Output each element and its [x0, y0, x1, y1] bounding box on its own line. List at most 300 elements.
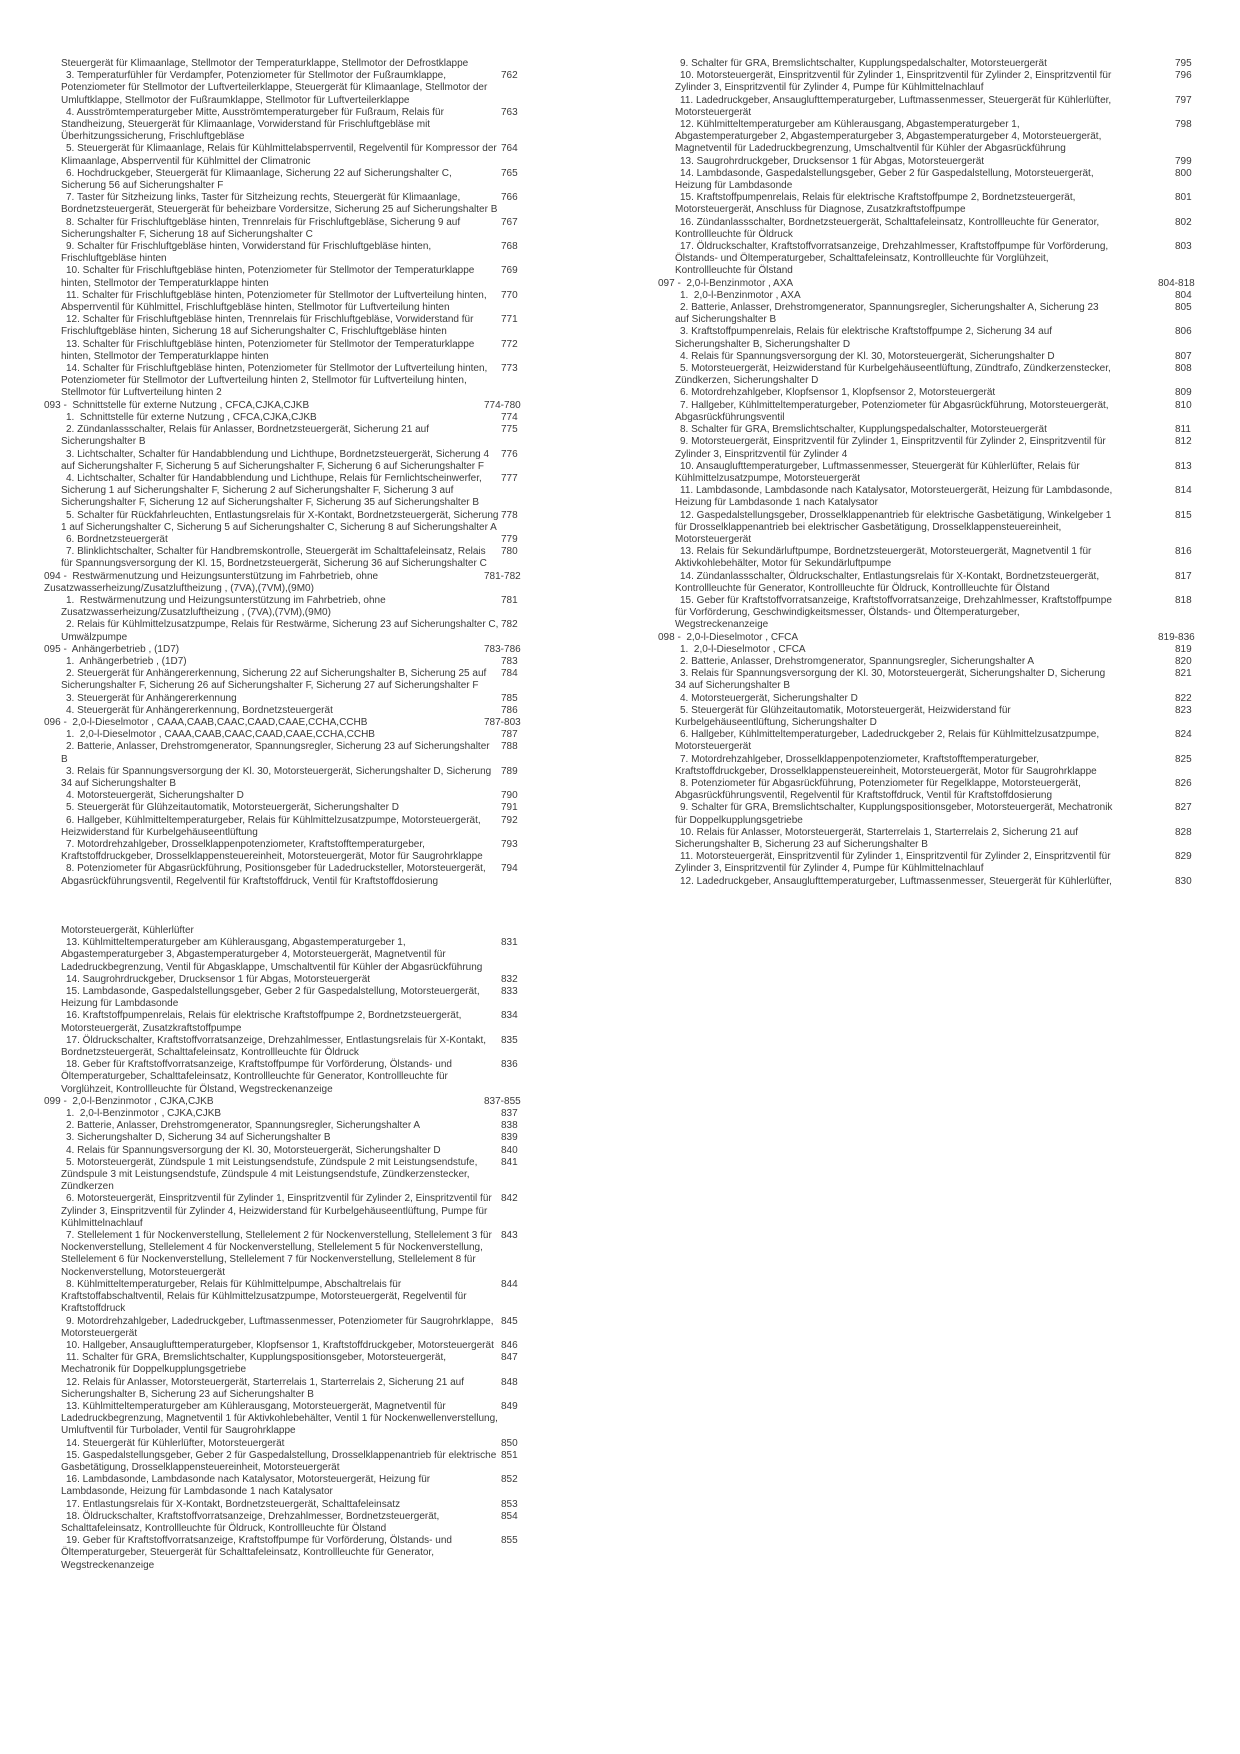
toc-entry-row: [658, 729, 1223, 753]
entry-text: 6. Hochdruckgeber, Steuergerät für Klimaanlage, Sicherung 22 auf Sicherungshalter C, Sicherung 56 auf Sicherungshalter F: [61, 167, 455, 192]
entry-text: 3. Sicherungshalter D, Sicherung 34 auf Sicherungshalter B: [66, 1132, 331, 1144]
entry-text: 3. Lichtschalter, Schalter für Handabblendung und Lichthupe, Bordnetzsteuergerät, Sicherung 4 auf Sicherungshalter F, Sicherung 5 auf Sicherungshalter F, Sicherung 6 auf Sicherungshalter F: [61, 448, 492, 472]
toc-entry-row: [44, 986, 549, 1010]
page-number: 817: [1175, 570, 1192, 582]
entry-text: 14. Zündanlassschalter, Öldruckschalter, Entlastungsrelais für X-Kontakt, Bordnetzsteuergerät, Kontrollleuchte für Generator, Kontrollleuchte für Öldruck, Kontrollleuchte für Ölstand: [675, 570, 1102, 594]
page-number: 833: [501, 986, 518, 998]
page-number: 819: [1175, 643, 1192, 655]
page-number: 774: [501, 411, 518, 423]
toc-entry-row: [44, 192, 549, 216]
entry-text: 1. 2,0-l-Benzinmotor , AXA: [680, 289, 801, 301]
page-number: 823: [1175, 704, 1192, 716]
entry-text: 8. Schalter für Frischluftgebläse hinten, Trennrelais für Frischluftgebläse, Sicherung 9 auf Sicherungshalter F, Sicherung 18 auf Sicherungshalter C: [61, 216, 463, 240]
entry-text: 6. Motorsteuergerät, Einspritzventil für Zylinder 1, Einspritzventil für Zylinder 2, Einspritzventil für Zylinder 3, Einspritzventil für Zylinder 4, Heizwiderstand für Kurbelgehäuseentlüftung, Pumpe für Kühlmittelnachlauf: [61, 1193, 495, 1229]
entry-text: 17. Entlastungsrelais für X-Kontakt, Bordnetzsteuergerät, Schalttafeleinsatz: [66, 1498, 401, 1510]
entry-text: 13. Schalter für Frischluftgebläse hinten, Potenziometer für Stellmotor der Temperaturklappe hinten, Stellmotor der Temperaturklappe hinten: [61, 338, 478, 362]
page-number: 791: [501, 802, 518, 814]
page-number: 772: [501, 338, 518, 350]
entry-text: 2. Relais für Kühlmittelzusatzpumpe, Relais für Restwärme, Sicherung 23 auf Sicherungshalter C, Umwälzpumpe: [61, 619, 502, 643]
toc-entry-row: [44, 424, 549, 448]
toc-entry-row: [658, 290, 1223, 302]
toc-entry-row: [44, 314, 549, 338]
entry-text: 8. Potenziometer für Abgasrückführung, Positionsgeber für Ladedrucksteller, Motorsteuergerät, Abgasrückführungsventil, Regelventil für Kraftstoffdruck, Ventil für Kraftstoffdosierung: [61, 863, 488, 887]
page-number: 771: [501, 314, 518, 326]
toc-entry-row: [658, 461, 1223, 485]
page-number: 815: [1175, 509, 1192, 521]
entry-text: 8. Potenziometer für Abgasrückführung, Potenziometer für Regelklappe, Motorsteuergerät, Abgasrückführungsventil, Regelventil für Kraftstoffdruck, Ventil für Kraftstoffdosierung: [675, 777, 1084, 802]
page-number: 832: [501, 973, 518, 985]
page-number: 822: [1175, 692, 1192, 704]
toc-entry-row: [44, 217, 549, 241]
page-number: 781-782: [484, 570, 521, 582]
entry-text: 1. 2,0-l-Benzinmotor , CJKA,CJKB: [66, 1108, 222, 1120]
page-number: 828: [1175, 826, 1192, 838]
page-number: 799: [1175, 155, 1192, 167]
toc-entry-row: [44, 1279, 549, 1316]
toc-entry-row: [44, 790, 549, 802]
entry-text: 18. Öldruckschalter, Kraftstoffvorratsanzeige, Drehzahlmesser, Bordnetzsteuergerät, Schalttafeleinsatz, Kontrollleuchte für Öldruck, Kontrollleuchte für Ölstand: [61, 1510, 443, 1534]
toc-entry-row: [658, 400, 1223, 424]
page-number: 776: [501, 448, 518, 460]
entry-text: 2. Batterie, Anlasser, Drehstromgenerator, Spannungsregler, Sicherungshalter A: [680, 655, 1035, 667]
toc-column-continuation: [44, 925, 549, 1572]
page-number: 848: [501, 1376, 518, 1388]
toc-entry-row: [658, 485, 1223, 509]
entry-text: 3. Temperaturfühler für Verdampfer, Potenziometer für Stellmotor der Fußraumklappe, Potenziometer für Stellmotor der Luftverteilerklappe, Steuergerät für Klimaanlage, Stellmotor der Umluftklappe, Stellmotor der Fußraumklappe, Stellmotor für Luftverteilerklappe: [61, 70, 491, 106]
entry-text: 3. Kraftstoffpumpenrelais, Relais für elektrische Kraftstoffpumpe 2, Sicherung 34 auf Sicherungshalter B, Sicherungshalter D: [675, 326, 1055, 350]
toc-entry-row: [44, 412, 549, 424]
page-number: 785: [501, 692, 518, 704]
toc-entry-row: [44, 1401, 549, 1438]
entry-text: 10. Ansauglufttemperaturgeber, Luftmassenmesser, Steuergerät für Kühlerlüfter, Relais für Kühlmittelzusatzpumpe, Motorsteuergerät: [675, 460, 1083, 484]
page-number: 778: [501, 509, 518, 521]
entry-text: 7. Motordrehzahlgeber, Drosselklappenpotenziometer, Kraftstofftemperaturgeber, Kraftstoffdruckgeber, Drosselklappensteuereinheit, Motorsteuergerät, Motor für Saugrohrklappe: [61, 839, 483, 863]
toc-entry-row: [44, 546, 549, 570]
entry-text: 7. Taster für Sitzheizung links, Taster für Sitzheizung rechts, Steuergerät für Klimaanlage, Bordnetzsteuergerät, Steuergerät für beheizbare Vordersitze, Sicherung 25 auf Sicherungshalter B: [61, 192, 498, 216]
section-title: 097 - 2,0-l-Benzinmotor , AXA: [658, 277, 794, 289]
toc-entry-row: [658, 119, 1223, 156]
toc-entry-row: [44, 241, 549, 265]
entry-text: 12. Relais für Anlasser, Motorsteuergerät, Starterrelais 1, Starterrelais 2, Sicherung 21 auf Sicherungshalter B, Sicherung 23 auf Sicherungshalter B: [61, 1376, 467, 1400]
page-number: 849: [501, 1400, 518, 1412]
entry-text: 2. Batterie, Anlasser, Drehstromgenerator, Spannungsregler, Sicherung 23 auf Sicherungshalter B: [61, 741, 493, 765]
page-number: 814: [1175, 485, 1192, 497]
toc-section-row: [44, 644, 549, 656]
toc-entry-row: [658, 436, 1223, 460]
page-number: 835: [501, 1034, 518, 1046]
entry-text: 5. Motorsteuergerät, Heizwiderstand für Kurbelgehäuseentlüftung, Zündtrafo, Zündkerzenstecker, Zündkerzen, Sicherungshalter D: [675, 363, 1114, 387]
entry-text: 15. Lambdasonde, Gaspedalstellungsgeber, Geber 2 für Gaspedalstellung, Motorsteuergerät, Heizung für Lambdasonde: [61, 986, 483, 1010]
toc-entry-row: [44, 1145, 549, 1157]
toc-entry-row: [658, 95, 1223, 119]
entry-text: 4. Steuergerät für Anhängererkennung, Bordnetzsteuergerät: [66, 704, 333, 716]
toc-entry-row: [658, 778, 1223, 802]
entry-text: 13. Relais für Sekundärluftpumpe, Bordnetzsteuergerät, Motorsteuergerät, Magnetventil 1 für Aktivkohlebehälter, Motor für Sekundärluftpumpe: [675, 546, 1094, 570]
page-number: 770: [501, 289, 518, 301]
toc-entry-row: [44, 265, 549, 289]
page-number: 853: [501, 1498, 518, 1510]
page-number: 837-855: [484, 1095, 521, 1107]
page-number: 780: [501, 546, 518, 558]
toc-entry-row: [44, 1035, 549, 1059]
page-number: 794: [501, 863, 518, 875]
page-number: 842: [501, 1193, 518, 1205]
page-number: 829: [1175, 851, 1192, 863]
page-number: 809: [1175, 387, 1192, 399]
page-number: 805: [1175, 302, 1192, 314]
toc-entry-row: [658, 351, 1223, 363]
page-number: 818: [1175, 594, 1192, 606]
toc-section-row: [44, 1096, 549, 1108]
toc-entry-row: [658, 424, 1223, 436]
entry-text: 11. Motorsteuergerät, Einspritzventil für Zylinder 1, Einspritzventil für Zylinder 2, Einspritzventil für Zylinder 3, Einspritzventil für Zylinder 4, Pumpe für Kühlmittelnachlauf: [675, 851, 1114, 875]
entry-text: 16. Zündanlassschalter, Bordnetzsteuergerät, Schalttafeleinsatz, Kontrollleuchte für Generator, Kontrollleuchte für Öldruck: [675, 216, 1102, 240]
entry-text: 7. Hallgeber, Kühlmitteltemperaturgeber, Potenziometer für Abgasrückführung, Motorsteuergerät, Abgasrückführungsventil: [675, 399, 1111, 423]
toc-entry-row: [658, 326, 1223, 350]
entry-text: 14. Schalter für Frischluftgebläse hinten, Potenziometer für Stellmotor der Luftverteilung hinten, Potenziometer für Stellmotor der Luftverteilung hinten 2, Stellmotor für Luftverteilung hinten, Stellmotor für Luftverteilung hinten 2: [61, 363, 491, 399]
entry-text: 14. Steuergerät für Kühlerlüfter, Motorsteuergerät: [66, 1437, 285, 1449]
page-number: 839: [501, 1132, 518, 1144]
toc-entry-row: [44, 815, 549, 839]
page-number: 830: [1175, 875, 1192, 887]
entry-text: 7. Blinklichtschalter, Schalter für Handbremskontrolle, Steuergerät im Schalttafeleinsatz, Relais für Spannungsversorgung der Kl. 15, Bordnetzsteuergerät, Sicherung 36 auf Sicherungshalter C: [61, 546, 489, 570]
entry-text: 15. Kraftstoffpumpenrelais, Relais für elektrische Kraftstoffpumpe 2, Bordnetzsteuergerät, Motorsteuergerät, Anschluss für Diagnose, Zusatzkraftstoffpumpe: [675, 192, 1079, 216]
entry-text: 4. Motorsteuergerät, Sicherungshalter D: [66, 790, 244, 802]
toc-entry-row: [44, 143, 549, 167]
page-number: 801: [1175, 192, 1192, 204]
toc-entry-row: [44, 1316, 549, 1340]
entry-text: 11. Schalter für Frischluftgebläse hinten, Potenziometer für Stellmotor der Luftverteilung hinten, Absperrventil für Kühlmittel, Frischluftgebläse hinten, Stellmotor für Luftverteilung hinten: [61, 289, 489, 314]
toc-entry-row: [658, 156, 1223, 168]
toc-entry-row: [44, 70, 549, 107]
toc-section-row: [44, 571, 549, 595]
toc-entry-row: [44, 449, 549, 473]
page-number: 811: [1175, 424, 1191, 436]
page-number: 827: [1175, 802, 1192, 814]
page-number: 806: [1175, 326, 1192, 338]
entry-text: 14. Saugrohrdruckgeber, Drucksensor 1 für Abgas, Motorsteuergerät: [66, 973, 371, 985]
entry-text: 4. Relais für Spannungsversorgung der Kl. 30, Motorsteuergerät, Sicherungshalter D: [680, 350, 1055, 362]
entry-text: 2. Steuergerät für Anhängererkennung, Sicherung 22 auf Sicherungshalter B, Sicherung 25 auf Sicherungshalter F, Sicherung 26 auf Sicherungshalter F, Sicherung 27 auf Sicherungshalter F: [61, 668, 490, 692]
entry-text: 13. Kühlmitteltemperaturgeber am Kühlerausgang, Motorsteuergerät, Magnetventil für Ladedruckbegrenzung, Magnetventil 1 für Aktivkohlebehälter, Ventil 1 für Nockenwellenverstellung, Umluftventil für Turbolader, Ventil für Saugrohrklappe: [61, 1400, 501, 1437]
entry-text: 7. Motordrehzahlgeber, Drosselklappenpotenziometer, Kraftstofftemperaturgeber, Kraftstoffdruckgeber, Drosselklappensteuereinheit, Motorsteuergerät, Motor für Saugrohrklappe: [675, 753, 1097, 777]
page-number: 855: [501, 1535, 518, 1547]
page-number: 777: [501, 472, 518, 484]
page-number: 837: [501, 1108, 518, 1120]
toc-entry-row: [44, 729, 549, 741]
toc-entry-row: [44, 741, 549, 765]
entry-text: 13. Saugrohrdruckgeber, Drucksensor 1 für Abgas, Motorsteuergerät: [680, 155, 985, 167]
toc-entry-row: [44, 668, 549, 692]
toc-entry-row: [44, 363, 549, 400]
page-number: 803: [1175, 241, 1192, 253]
entry-text: 7. Stellelement 1 für Nockenverstellung, Stellelement 2 für Nockenverstellung, Stellelement 3 für Nockenverstellung, Stellelement 4 für Nockenverstellung, Stellelement 5 für Nockenverstellung, Stellelement 6 für Nockenverstellung, Stellelement 7 für Nockenverstellung, Stellelement 8 für Nockenverstellung, Motorsteuergerät: [61, 1230, 495, 1278]
entry-text: 4. Relais für Spannungsversorgung der Kl. 30, Motorsteuergerät, Sicherungshalter D: [66, 1144, 441, 1156]
toc-entry-row: [658, 876, 1223, 888]
page-number: 781: [501, 594, 518, 606]
entry-text: 12. Schalter für Frischluftgebläse hinten, Trennrelais für Frischluftgebläse, Vorwiderstand für Frischluftgebläse hinten, Sicherung 18 auf Sicherungshalter C, Frischluftgebläse hinten: [61, 314, 477, 338]
page-number: 798: [1175, 119, 1192, 131]
entry-text: 8. Kühlmitteltemperaturgeber, Relais für Kühlmittelpumpe, Abschaltrelais für Kraftstoffabschaltventil, Relais für Kühlmittelzusatzpumpe, Motorsteuergerät, Regelventil für Kraftstoffdruck: [61, 1278, 470, 1315]
page-number: 819-836: [1158, 631, 1195, 643]
entry-text: 19. Geber für Kraftstoffvorratsanzeige, Kraftstoffpumpe für Vorförderung, Ölstands- und Öltemperaturgeber, Steuergerät für Schalttafeleinsatz, Kontrollleuchte für Generator, Wegstreckenanzeige: [61, 1535, 455, 1571]
toc-entry-row: [44, 1132, 549, 1144]
toc-entry-row: [658, 302, 1223, 326]
toc-entry-row: [44, 1511, 549, 1535]
toc-entry-row: [658, 802, 1223, 826]
page-number: 790: [501, 790, 518, 802]
entry-text: 9. Schalter für GRA, Bremslichtschalter, Kupplungspedalschalter, Motorsteuergerät: [680, 58, 1047, 69]
toc-entry-row: [658, 693, 1223, 705]
toc-section-row: [44, 717, 549, 729]
toc-entry-row: [44, 839, 549, 863]
entry-text: 9. Motorsteuergerät, Einspritzventil für Zylinder 1, Einspritzventil für Zylinder 2, Einspritzventil für Zylinder 3, Einspritzventil für Zylinder 4: [675, 436, 1109, 460]
toc-entry-row: [44, 1352, 549, 1376]
toc-entry-row: [44, 1340, 549, 1352]
page-number: 775: [501, 424, 518, 436]
toc-entry-row: [44, 1010, 549, 1034]
entry-text: 11. Ladedruckgeber, Ansauglufttemperaturgeber, Luftmassenmesser, Steuergerät für Kühlerlüfter, Motorsteuergerät: [675, 94, 1114, 118]
toc-entry-row: [658, 168, 1223, 192]
toc-entry-row: [658, 217, 1223, 241]
toc-entry-row: [44, 1108, 549, 1120]
entry-text: 9. Schalter für GRA, Bremslichtschalter, Kupplungspositionsgeber, Motorsteuergerät, Mechatronik für Doppelkupplungsgetriebe: [675, 802, 1116, 826]
entry-text: 11. Schalter für GRA, Bremslichtschalter, Kupplungspositionsgeber, Motorsteuergerät, Mechatronik für Doppelkupplungsgetriebe: [61, 1352, 449, 1376]
page-number: 804-818: [1158, 277, 1195, 289]
page-number: 854: [501, 1510, 518, 1522]
toc-continuation-row: [44, 925, 549, 937]
entry-text: 5. Schalter für Rückfahrleuchten, Entlastungsrelais für X-Kontakt, Bordnetzsteuergerät, Sicherung 1 auf Sicherungshalter C, Sicherung 5 auf Sicherungshalter C, Sicherung 8 auf Sicherungshalter A: [61, 509, 502, 533]
entry-text: 10. Relais für Anlasser, Motorsteuergerät, Starterrelais 1, Starterrelais 2, Sicherung 21 auf Sicherungshalter B, Sicherung 23 auf Sicherungshalter B: [675, 826, 1081, 850]
entry-text: 3. Relais für Spannungsversorgung der Kl. 30, Motorsteuergerät, Sicherungshalter D, Sicherung 34 auf Sicherungshalter B: [61, 765, 495, 789]
entry-text: 10. Hallgeber, Ansauglufttemperaturgeber, Klopfsensor 1, Kraftstoffdruckgeber, Motorsteuergerät: [66, 1339, 494, 1351]
page-number: 852: [501, 1474, 518, 1486]
entry-text: 5. Steuergerät für Glühzeitautomatik, Motorsteuergerät, Heizwiderstand für Kurbelgehäuseentlüftung, Sicherungshalter D: [675, 704, 1014, 728]
page-number: 838: [501, 1120, 518, 1132]
toc-entry-row: [658, 546, 1223, 570]
toc-entry-row: [658, 595, 1223, 632]
entry-text: 5. Motorsteuergerät, Zündspule 1 mit Leistungsendstufe, Zündspule 2 mit Leistungsendstufe, Zündspule 3 mit Leistungsendstufe, Zündspule 4 mit Leistungsendstufe, Zündkerzenstecker, Zündkerzen: [61, 1156, 481, 1193]
toc-entry-row: [658, 668, 1223, 692]
toc-entry-row: [658, 851, 1223, 875]
entry-text: 3. Relais für Spannungsversorgung der Kl. 30, Motorsteuergerät, Sicherungshalter D, Sicherung 34 auf Sicherungshalter B: [675, 668, 1109, 692]
entry-text: 5. Steuergerät für Glühzeitautomatik, Motorsteuergerät, Sicherungshalter D: [66, 802, 399, 814]
toc-entry-row: [658, 644, 1223, 656]
entry-text: 15. Gaspedalstellungsgeber, Geber 2 für Gaspedalstellung, Drosselklappenantrieb für elektrische Gasbetätigung, Drosselklappensteuereinheit, Motorsteuergerät: [61, 1449, 500, 1473]
page-number: 792: [501, 814, 518, 826]
entry-text: 1. Restwärmenutzung und Heizungsunterstützung im Fahrbetrieb, ohne Zusatzwasserheizung/Zusatzluftheizung , (7VA),(7VM),(9M0): [61, 594, 389, 619]
page-number: 782: [501, 619, 518, 631]
toc-entry-row: [658, 192, 1223, 216]
page-number: 813: [1175, 460, 1192, 472]
page-number: 779: [501, 533, 518, 545]
page-number: 767: [501, 216, 518, 228]
entry-text: 1. Anhängerbetrieb , (1D7): [66, 655, 187, 667]
entry-text: 11. Lambdasonde, Lambdasonde nach Katalysator, Motorsteuergerät, Heizung für Lambdasonde, Heizung für Lambdasonde 1 nach Katalysator: [675, 485, 1116, 509]
page-number: 807: [1175, 350, 1192, 362]
entry-text: 17. Öldruckschalter, Kraftstoffvorratsanzeige, Drehzahlmesser, Kraftstoffpumpe für Vorförderung, Ölstands- und Öltemperaturgeber, Schalttafeleinsatz, Kontrollleuchte für Vorglühzeit, Kontrollleuchte für Ölstand: [675, 241, 1111, 277]
entry-text: 6. Hallgeber, Kühlmitteltemperaturgeber, Ladedruckgeber 2, Relais für Kühlmittelzusatzpumpe, Motorsteuergerät: [675, 729, 1102, 753]
page-number: 800: [1175, 167, 1192, 179]
entry-text: 14. Lambdasonde, Gaspedalstellungsgeber, Geber 2 für Gaspedalstellung, Motorsteuergerät, Heizung für Lambdasonde: [675, 167, 1097, 192]
toc-continuation-row: [44, 58, 549, 70]
toc-entry-row: [658, 827, 1223, 851]
toc-entry-row: [658, 510, 1223, 547]
entry-text: 10. Motorsteuergerät, Einspritzventil für Zylinder 1, Einspritzventil für Zylinder 2, Einspritzventil für Zylinder 3, Einspritzventil für Zylinder 4, Pumpe für Kühlmittelnachlauf: [675, 70, 1115, 94]
toc-entry-row: [44, 510, 549, 534]
entry-text: 12. Gaspedalstellungsgeber, Drosselklappenantrieb für elektrische Gasbetätigung, Winkelgeber 1 für Drosselklappenantrieb bei elektrischer Gasbetätigung, Drosselklappensteuereinheit, Motorsteuergerät: [675, 509, 1115, 545]
toc-entry-row: [658, 387, 1223, 399]
entry-text: 17. Öldruckschalter, Kraftstoffvorratsanzeige, Drehzahlmesser, Entlastungsrelais für X-Kontakt, Bordnetzsteuergerät, Schalttafeleinsatz, Kontrollleuchte für Öldruck: [61, 1034, 489, 1059]
toc-section-row: [658, 278, 1223, 290]
toc-entry-row: [658, 241, 1223, 278]
section-title: 095 - Anhängerbetrieb , (1D7): [44, 643, 180, 655]
page-number: 789: [501, 765, 518, 777]
toc-entry-row: [44, 693, 549, 705]
page-number: 795: [1175, 58, 1192, 69]
entry-text: 9. Motordrehzahlgeber, Ladedruckgeber, Luftmassenmesser, Potenziometer für Saugrohrklappe, Motorsteuergerät: [61, 1315, 497, 1339]
page-number: 836: [501, 1059, 518, 1071]
toc-entry-row: [44, 766, 549, 790]
page-number: 768: [501, 241, 518, 253]
entry-text: 4. Ausströmtemperaturgeber Mitte, Ausströmtemperaturgeber für Fußraum, Relais für Standheizung, Steuergerät für Klimaanlage, Vorwiderstand für Frischluftgebläse mit Überhitzungssicherung, Frischluftgebläse: [61, 106, 447, 143]
page-number: 824: [1175, 729, 1192, 741]
page-number: 834: [501, 1010, 518, 1022]
page-number: 764: [501, 143, 518, 155]
entry-text: 1. Schnittstelle für externe Nutzung , CFCA,CJKA,CJKB: [66, 411, 317, 423]
page-number: 763: [501, 106, 518, 118]
toc-entry-row: [44, 974, 549, 986]
entry-text: 10. Schalter für Frischluftgebläse hinten, Potenziometer für Stellmotor der Temperaturklappe hinten, Stellmotor der Temperaturklappe hinten: [61, 265, 478, 289]
entry-text: 5. Steuergerät für Klimaanlage, Relais für Kühlmittelabsperrventil, Regelventil für Kompressor der Klimaanlage, Absperrventil für Kühlmittel der Climatronic: [61, 143, 500, 167]
page-number: 769: [501, 265, 518, 277]
toc-entry-row: [658, 754, 1223, 778]
toc-entry-row: [44, 1377, 549, 1401]
toc-entry-row: [44, 802, 549, 814]
toc-column-right: [658, 58, 1223, 888]
entry-text: 6. Hallgeber, Kühlmitteltemperaturgeber, Relais für Kühlmittelzusatzpumpe, Motorsteuergerät, Heizwiderstand für Kurbelgehäuseentlüftung: [61, 814, 484, 838]
page-number: 840: [501, 1144, 518, 1156]
entry-text: 15. Geber für Kraftstoffvorratsanzeige, Kraftstoffvorratsanzeige, Drehzahlmesser, Kraftstoffpumpe für Vorförderung, Geschwindigkeitsmesser, Ölstands- und Öltemperaturgeber, Wegstreckenanzeige: [675, 594, 1115, 631]
toc-entry-row: [44, 1499, 549, 1511]
entry-text: 18. Geber für Kraftstoffvorratsanzeige, Kraftstoffpumpe für Vorförderung, Ölstands- und Öltemperaturgeber, Schalttafeleinsatz, Kontrollleuchte für Generator, Kontrollleuchte für Vorglühzeit, Kontrollleuchte für Ölstand, Wegstreckenanzeige: [61, 1059, 455, 1095]
page-number: 804: [1175, 289, 1192, 301]
page-number: 826: [1175, 777, 1192, 789]
page-number: 825: [1175, 753, 1192, 765]
page-number: 810: [1175, 399, 1192, 411]
page-number: 774-780: [484, 399, 521, 411]
page-number: 796: [1175, 70, 1192, 82]
section-title: 098 - 2,0-l-Dieselmotor , CFCA: [658, 631, 799, 643]
toc-entry-row: [44, 595, 549, 619]
page-number: 845: [501, 1315, 518, 1327]
section-title: 094 - Restwärmenutzung und Heizungsunterstützung im Fahrbetrieb, ohne Zusatzwasserheizung/Zusatzluftheizung , (7VA),(7VM),(9M0): [44, 570, 381, 594]
page-number: 850: [501, 1437, 518, 1449]
toc-entry-row: [44, 1193, 549, 1230]
toc-entry-row: [658, 363, 1223, 387]
entry-text: 3. Steuergerät für Anhängererkennung: [66, 692, 237, 704]
entry-text: 2. Batterie, Anlasser, Drehstromgenerator, Spannungsregler, Sicherungshalter A: [66, 1120, 421, 1132]
page-number: 784: [501, 668, 518, 680]
entry-text: 1. 2,0-l-Dieselmotor , CFCA: [680, 643, 806, 655]
toc-entry-row: [44, 290, 549, 314]
toc-entry-row: [44, 1535, 549, 1572]
page-number: 821: [1175, 668, 1192, 680]
page-number: 847: [501, 1352, 518, 1364]
section-title: 096 - 2,0-l-Dieselmotor , CAAA,CAAB,CAAC,CAAD,CAAE,CCHA,CCHB: [44, 716, 368, 728]
entry-text: 13. Kühlmitteltemperaturgeber am Kühlerausgang, Abgastemperaturgeber 1, Abgastemperaturgeber 3, Abgastemperaturgeber 4, Motorsteuergerät, Magnetventil für Ladedruckbegrenzung, Ventil für Abgasklappe, Umschaltventil für Kühler der Abgasrückführung: [61, 937, 483, 973]
page-number: 773: [501, 363, 518, 375]
page-number: 766: [501, 192, 518, 204]
toc-entry-row: [44, 1120, 549, 1132]
entry-text: 6. Bordnetzsteuergerät: [66, 533, 168, 545]
entry-text: 2. Batterie, Anlasser, Drehstromgenerator, Spannungsregler, Sicherungshalter A, Sicherung 23 auf Sicherungshalter B: [675, 302, 1102, 326]
page-number: 762: [501, 70, 518, 82]
toc-entry-row: [44, 107, 549, 144]
page-number: 783: [501, 655, 518, 667]
toc-section-row: [44, 400, 549, 412]
page-number: 846: [501, 1339, 518, 1351]
toc-entry-row: [44, 1438, 549, 1450]
entry-text: Motorsteuergerät, Kühlerlüfter: [61, 925, 194, 936]
page-number: 816: [1175, 546, 1192, 558]
page-number: 793: [501, 839, 518, 850]
toc-entry-row: [658, 656, 1223, 668]
entry-text: 2. Zündanlassschalter, Relais für Anlasser, Bordnetzsteuergerät, Sicherung 21 auf Sicherungshalter B: [61, 424, 432, 448]
page-number: 783-786: [484, 643, 521, 655]
toc-entry-row: [44, 1157, 549, 1194]
page-number: 812: [1175, 436, 1192, 448]
toc-entry-row: [44, 339, 549, 363]
entry-text: 8. Schalter für GRA, Bremslichtschalter, Kupplungspedalschalter, Motorsteuergerät: [680, 424, 1047, 436]
entry-text: 6. Motordrehzahlgeber, Klopfsensor 1, Klopfsensor 2, Motorsteuergerät: [680, 387, 996, 399]
page-number: 844: [501, 1278, 518, 1290]
toc-entry-row: [44, 1474, 549, 1498]
toc-entry-row: [44, 168, 549, 192]
page-number: 797: [1175, 94, 1192, 106]
toc-entry-row: [44, 656, 549, 668]
toc-entry-row: [44, 473, 549, 510]
toc-column-left: [44, 58, 549, 888]
toc-section-row: [658, 632, 1223, 644]
page-number: 808: [1175, 363, 1192, 375]
toc-entry-row: [658, 705, 1223, 729]
entry-text: Steuergerät für Klimaanlage, Stellmotor der Temperaturklappe, Stellmotor der Defrostklappe: [61, 58, 469, 69]
page-number: 788: [501, 741, 518, 753]
page-number: 787-803: [484, 716, 521, 728]
toc-entry-row: [658, 571, 1223, 595]
entry-text: 4. Motorsteuergerät, Sicherungshalter D: [680, 692, 858, 704]
entry-text: 12. Ladedruckgeber, Ansauglufttemperaturgeber, Luftmassenmesser, Steuergerät für Kühlerlüfter,: [680, 875, 1112, 887]
page-number: 841: [501, 1156, 518, 1168]
page-number: 765: [501, 167, 518, 179]
page-number: 820: [1175, 655, 1192, 667]
toc-entry-row: [658, 70, 1223, 94]
entry-text: 12. Kühlmitteltemperaturgeber am Kühlerausgang, Abgastemperaturgeber 1, Abgastemperaturgeber 2, Abgastemperaturgeber 3, Abgastemperaturgeber 4, Motorsteuergerät, Magnetventil für Ladedruckbegrenzung, Umschaltventil für Kühler der Abgasrückführung: [675, 119, 1105, 155]
entry-text: 9. Schalter für Frischluftgebläse hinten, Vorwiderstand für Frischluftgebläse hinten, Frischluftgebläse hinten: [61, 241, 434, 265]
page-number: 802: [1175, 216, 1192, 228]
toc-entry-row: [44, 937, 549, 974]
section-title: 099 - 2,0-l-Benzinmotor , CJKA,CJKB: [44, 1095, 214, 1107]
toc-entry-row: [44, 705, 549, 717]
page-number: 851: [501, 1449, 518, 1461]
toc-entry-row: [658, 58, 1223, 70]
toc-entry-row: [44, 1059, 549, 1096]
toc-entry-row: [44, 1230, 549, 1279]
entry-text: 1. 2,0-l-Dieselmotor , CAAA,CAAB,CAAC,CAAD,CAAE,CCHA,CCHB: [66, 729, 375, 741]
page-number: 787: [501, 729, 518, 741]
entry-text: 16. Lambdasonde, Lambdasonde nach Katalysator, Motorsteuergerät, Heizung für Lambdasonde, Heizung für Lambdasonde 1 nach Katalysator: [61, 1474, 433, 1498]
